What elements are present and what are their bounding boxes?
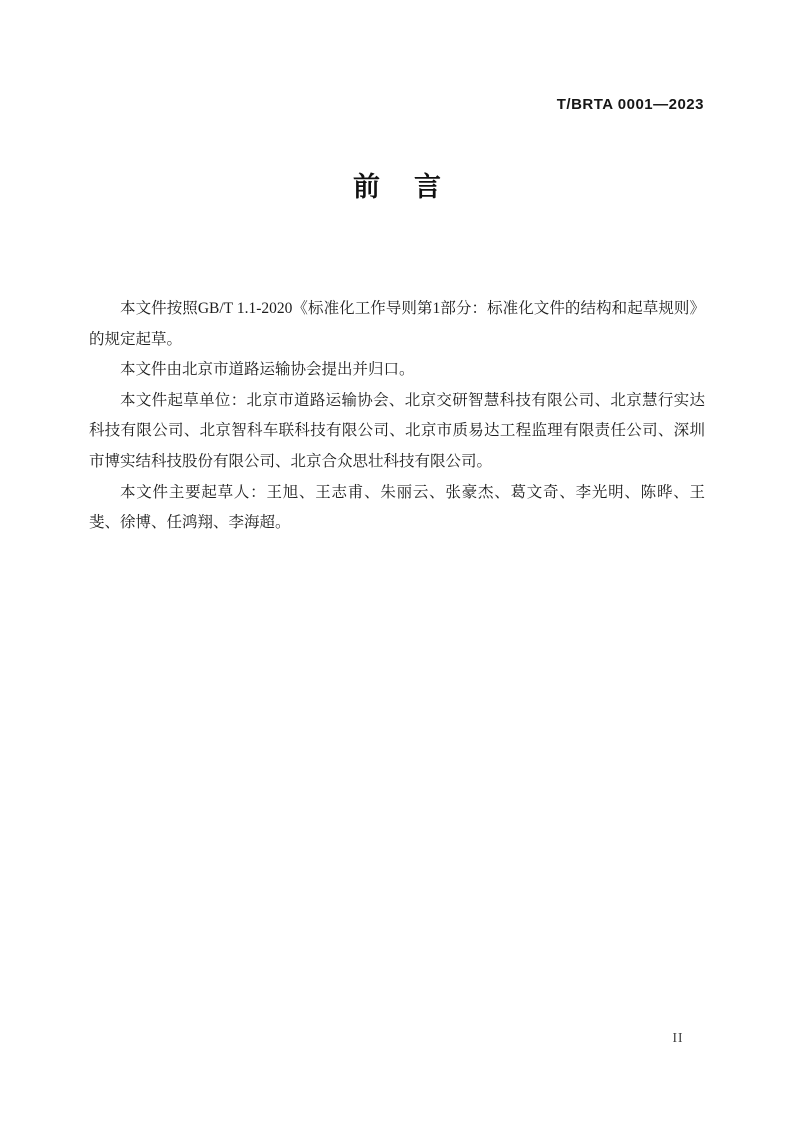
paragraph-main-drafters: 本文件主要起草人：王旭、王志甫、朱丽云、张豪杰、葛文奇、李光明、陈晔、王斐、徐博、任鸿翔、李海超。 (89, 483, 705, 532)
paragraph-drafting-organizations: 本文件起草单位：北京市道路运输协会、北京交研智慧科技有限公司、北京慧行实达科技有限公司、北京智科车联科技有限公司、北京市质易达工程监理有限责任公司、深圳市博实结科技股份有限公司、北京合众思壮科技有限公司。 (89, 391, 705, 470)
foreword-body (89, 294, 705, 539)
paragraph-proposed-by: 本文件由北京市道路运输协会提出并归口。 (120, 361, 415, 379)
page-number: II (672, 1030, 684, 1045)
page-title (0, 171, 794, 203)
document-code-header: T/BRTA 0001—2023 (556, 96, 704, 113)
page-title-char-1: 前 (353, 172, 380, 202)
paragraph-drafting-rules: 本文件按照GB/T 1.1-2020《标准化工作导则第1部分：标准化文件的结构和起草规则》的规定起草。 (89, 300, 705, 348)
page-title-char-2: 言 (414, 172, 441, 202)
